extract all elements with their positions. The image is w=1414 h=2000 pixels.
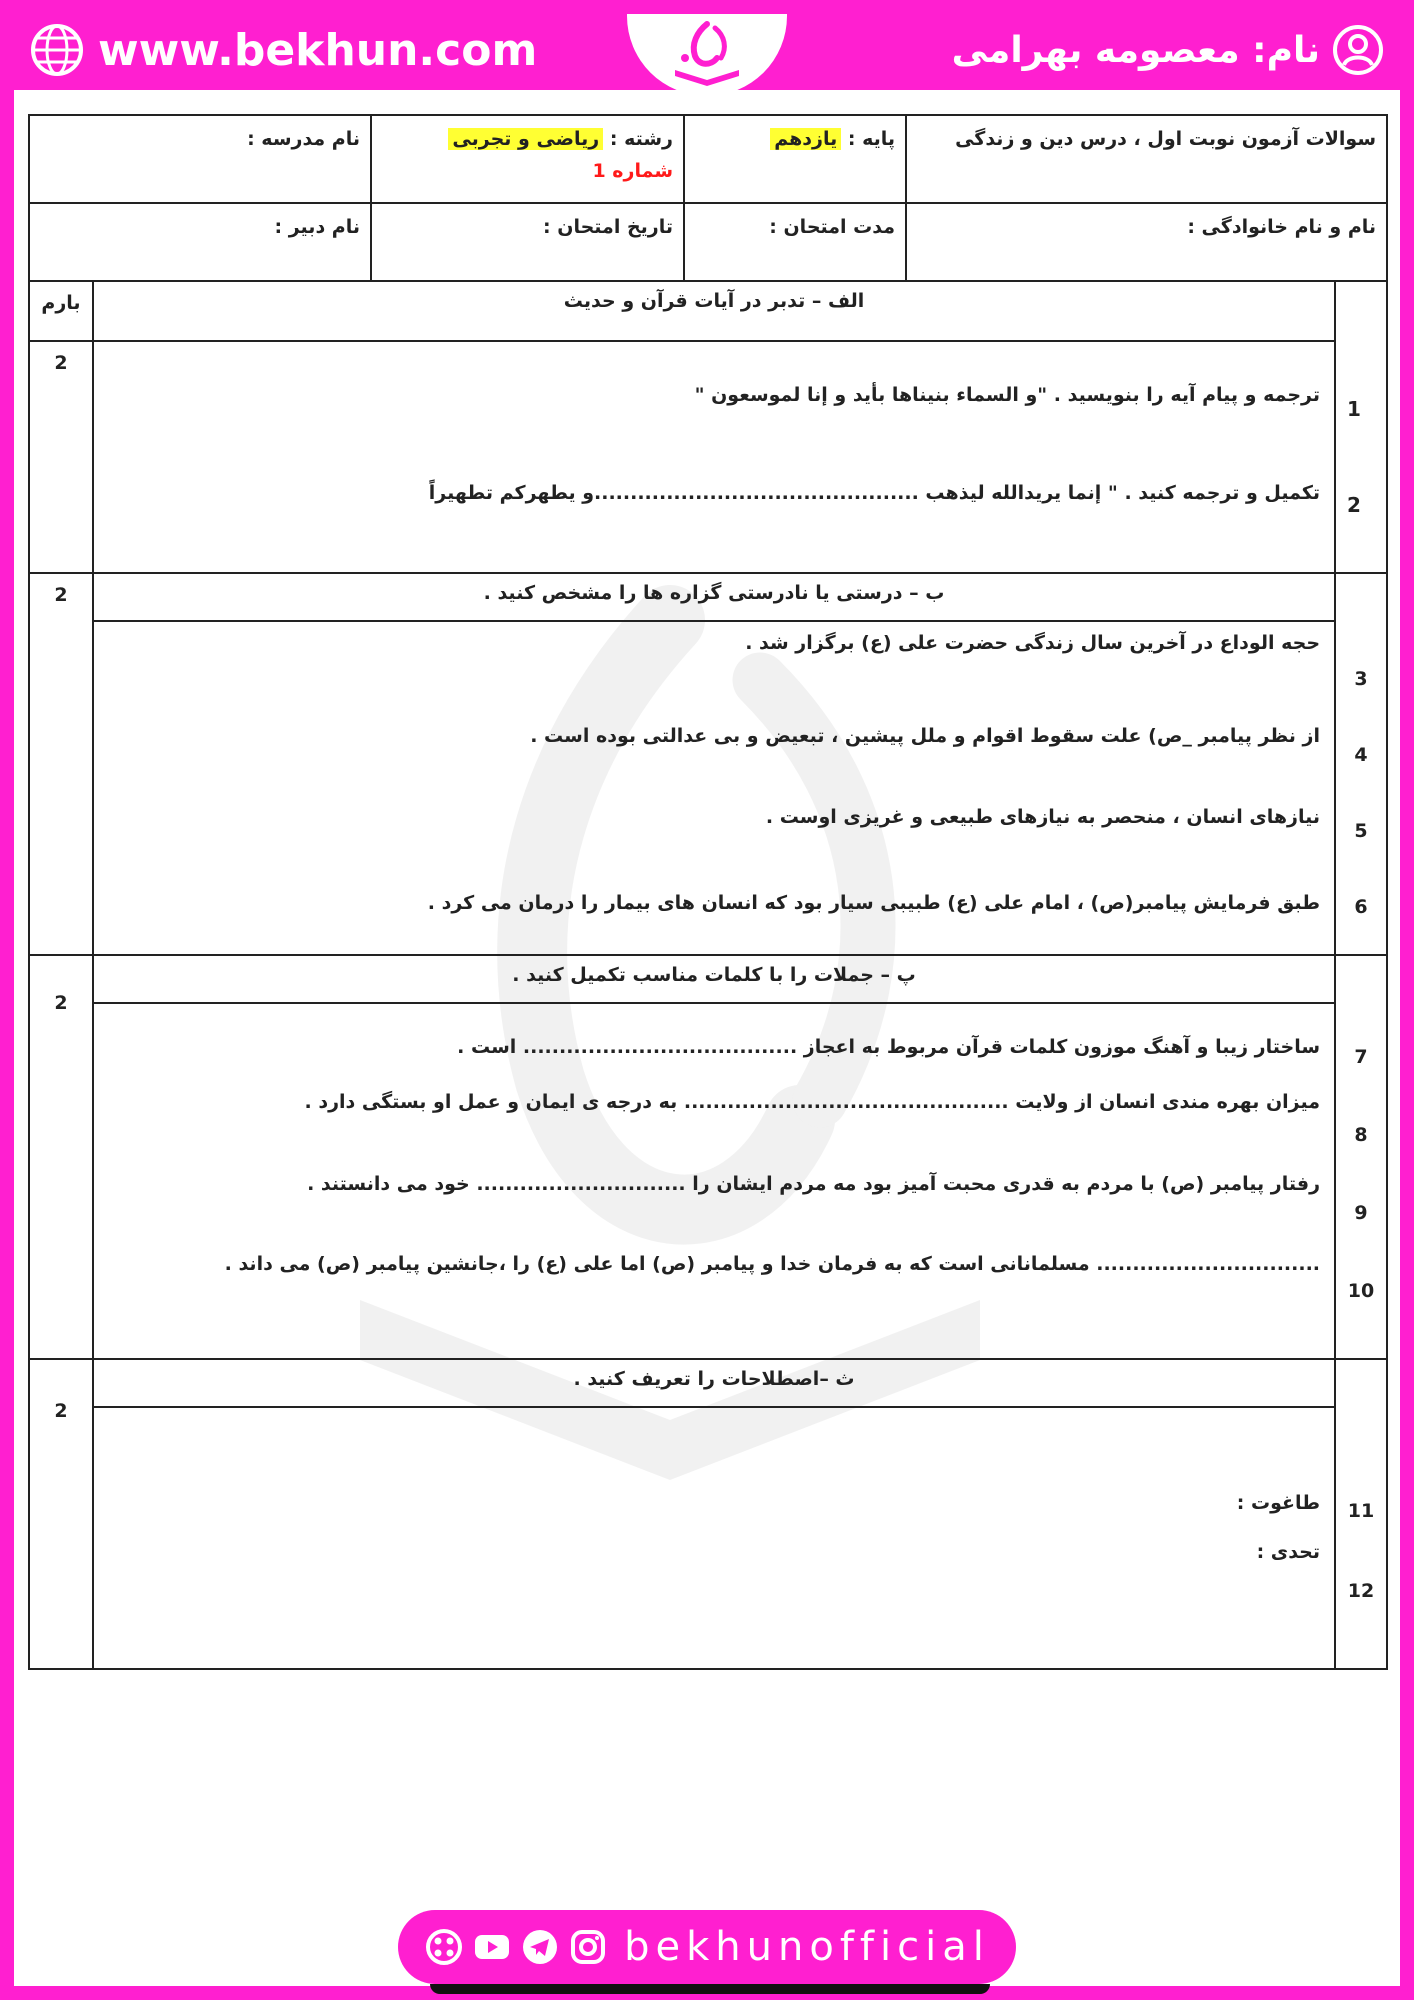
teacher-field: نام دبیر : xyxy=(29,203,371,281)
section-b-questions xyxy=(93,621,1335,955)
footer-social-bar[interactable] xyxy=(398,1910,1016,1984)
qnum-5: 5 xyxy=(1354,819,1368,842)
question-1: ترجمه و پیام آیه را بنویسید . "و السماء بنیناها بأید و إنا لموسعون " xyxy=(694,384,1321,406)
globe-icon xyxy=(30,23,84,77)
social-icons xyxy=(424,1927,608,1967)
question-10: ............................... مسلمانانی است که به فرمان خدا و پیامبر (ص) اما علی (ع) را ،جانشین پیامبر (ص) می داند . xyxy=(224,1253,1321,1275)
date-field: تاریخ امتحان : xyxy=(371,203,684,281)
qnum-8: 8 xyxy=(1354,1124,1368,1146)
question-3: حجه الوداع در آخرین سال زندگی حضرت علی (ع) برگزار شد . xyxy=(745,632,1321,654)
section-d-score: 2 xyxy=(29,1359,93,1669)
qnum-2: 2 xyxy=(1347,493,1361,517)
social-handle: bekhunofficial xyxy=(624,1924,990,1970)
info-row-2 xyxy=(29,203,1387,281)
section-b-score: 2 xyxy=(29,573,93,955)
question-11: طاغوت : xyxy=(1236,1492,1321,1514)
section-d-header-row xyxy=(29,1359,1387,1407)
question-6: طبق فرمایش پیامبر(ص) ، امام علی (ع) طبیبی سیار بود که انسان های بیمار را درمان می کرد . xyxy=(427,892,1321,914)
section-c-score: 2 xyxy=(29,955,93,1359)
section-a-title: الف – تدبر در آیات قرآن و حدیث xyxy=(93,281,1335,341)
question-12: تحدی : xyxy=(1256,1541,1321,1563)
school-name-field: نام مدرسه : xyxy=(29,115,371,203)
section-d-questions xyxy=(93,1407,1335,1669)
field-value: ریاضی و تجربی xyxy=(448,128,603,150)
question-5: نیازهای انسان ، منحصر به نیازهای طبیعی و غریزی اوست . xyxy=(765,806,1321,828)
exam-sheet xyxy=(28,114,1388,1670)
fullname-field: نام و نام خانوادگی : xyxy=(906,203,1387,281)
grade-label: پایه : xyxy=(847,128,895,150)
youtube-icon[interactable] xyxy=(472,1927,512,1967)
aparat-icon[interactable] xyxy=(424,1927,464,1967)
question-8: میزان بهره مندی انسان از ولایت ............................................. به درجه ی ایمان و عمل او بستگی دارد . xyxy=(304,1091,1321,1113)
qnum-1: 1 xyxy=(1347,397,1361,421)
question-2: تکمیل و ترجمه کنید . " إنما یریدالله لیذهب .............................................و یطهرکم تطهیراً xyxy=(428,482,1321,504)
exam-title: سوالات آزمون نوبت اول ، درس دین و زندگی xyxy=(906,115,1387,203)
question-9: رفتار پیامبر (ص) با مردم به قدری محبت آمیز بود مه مردم ایشان را ............................. خود می دانستند . xyxy=(307,1173,1321,1195)
site-url: www.bekhun.com xyxy=(98,24,538,76)
field-field xyxy=(371,115,684,203)
section-d-body-row xyxy=(29,1407,1387,1669)
qnum-7: 7 xyxy=(1354,1046,1368,1068)
site-link[interactable] xyxy=(30,22,537,78)
section-d-title: ث –اصطلاحات را تعریف کنید . xyxy=(93,1359,1335,1407)
student-name xyxy=(952,22,1384,78)
section-a-header-row xyxy=(29,281,1387,341)
section-b-numbers xyxy=(1335,573,1387,955)
section-b-body-row xyxy=(29,621,1387,955)
section-d-numbers xyxy=(1335,1359,1387,1669)
section-b-title: ب – درستی یا نادرستی گزاره ها را مشخص کنید . xyxy=(93,573,1335,621)
info-row-1 xyxy=(29,115,1387,203)
qnum-11: 11 xyxy=(1347,1500,1375,1522)
qnum-4: 4 xyxy=(1354,743,1368,766)
section-c-body-row xyxy=(29,1003,1387,1359)
user-icon xyxy=(1332,24,1384,76)
duration-field: مدت امتحان : xyxy=(684,203,906,281)
student-name-text: نام: معصومه بهرامی xyxy=(951,29,1320,71)
section-a-score: 2 xyxy=(29,341,93,573)
grade-value: یازدهم xyxy=(770,128,841,150)
section-c-numbers xyxy=(1335,955,1387,1359)
section-c-questions xyxy=(93,1003,1335,1359)
section-c-title: پ – جملات را با کلمات مناسب تکمیل کنید . xyxy=(93,955,1335,1003)
section-b-header-row xyxy=(29,573,1387,621)
question-4: از نظر پیامبر _ص) علت سقوط اقوام و ملل پیشین ، تبعیض و بی عدالتی بوده است . xyxy=(530,725,1321,747)
telegram-icon[interactable] xyxy=(520,1927,560,1967)
section-a-questions xyxy=(93,341,1335,573)
section-a-numbers xyxy=(1322,346,1386,578)
instagram-icon[interactable] xyxy=(568,1927,608,1967)
footer-shadow xyxy=(430,1984,990,1994)
qnum-10: 10 xyxy=(1347,1280,1375,1302)
section-a-body-row xyxy=(29,341,1387,573)
qnum-3: 3 xyxy=(1354,667,1368,690)
qnum-9: 9 xyxy=(1354,1202,1368,1224)
qnum-6: 6 xyxy=(1354,895,1368,918)
question-7: ساختار زیبا و آهنگ موزون کلمات قرآن مربوط به اعجاز ...................................... است . xyxy=(457,1036,1321,1058)
score-header: بارم xyxy=(29,281,93,341)
exam-number: شماره 1 xyxy=(592,160,673,182)
grade-field xyxy=(684,115,906,203)
field-label: رشته : xyxy=(609,128,673,150)
book-logo-icon xyxy=(665,18,749,92)
qnum-12: 12 xyxy=(1347,1580,1375,1602)
section-c-header-row xyxy=(29,955,1387,1003)
